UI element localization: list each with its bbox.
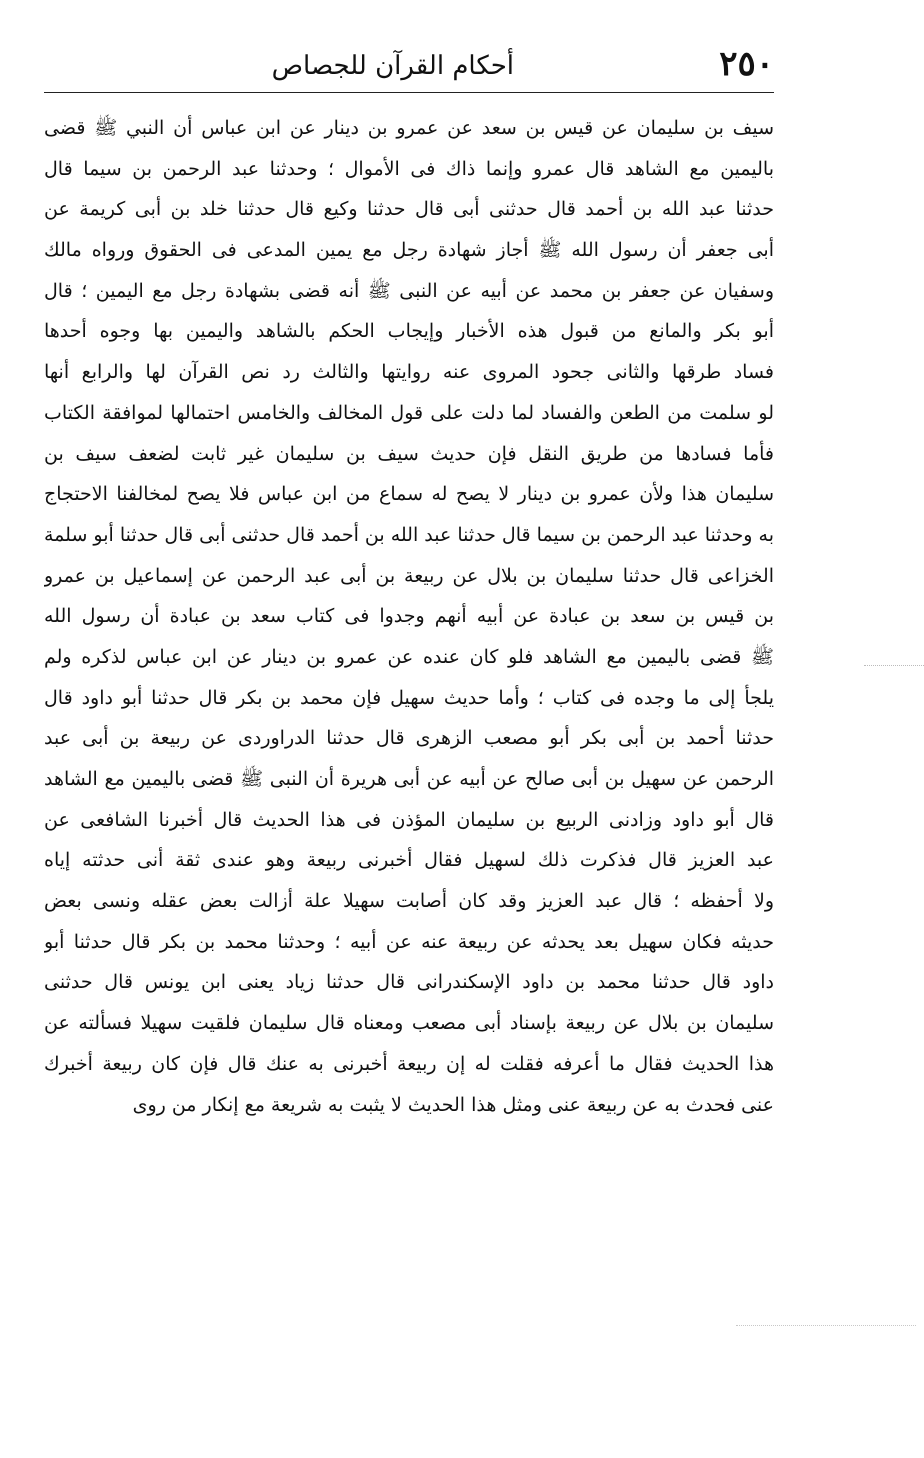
text-line: سليمان بن بلال عن ربيعة بإسناد أبى مصعب ومعناه قال سليمان فلقيت سهيلا فسألته عن (44, 1012, 774, 1035)
running-title: أحكام القرآن للجصاص (271, 51, 514, 81)
text-line: الرحمن عن سهيل بن أبى صالح عن أبيه عن أبى هريرة أن النبى ﷺ قضى باليمين مع الشاهد (44, 768, 774, 790)
text-line: داود قال حدثنا محمد بن داود الإسكندرانى قال حدثنا زياد يعنى ابن يونس قال حدثنى (44, 971, 774, 994)
text-line: هذا الحديث فقال ما أعرفه فقلت له إن ربيعة أخبرنى به عنك قال فإن كان ربيعة أخبرك (44, 1052, 774, 1075)
body-text (44, 108, 774, 1125)
margin-mark (864, 665, 924, 666)
text-line: حدثنا أحمد بن أبى بكر أبو مصعب الزهرى قال حدثنا الدراوردى عن ربيعة بن أبى عبد (44, 727, 774, 750)
text-line: حدثنا عبد الله بن أحمد قال حدثنى أبى قال حدثنا وكيع قال حدثنا خلد بن أبى كريمة عن (44, 198, 774, 221)
text-line: بن قيس بن سعد بن عبادة عن أبيه أنهم وجدوا فى كتاب سعد بن عبادة أن رسول الله (44, 605, 774, 628)
page-number: ٢٥٠ (719, 44, 774, 84)
text-line: فساد طرقها والثانى جحود المروى عنه روايتها والثالث رد نص القرآن لها والرابع أنها (44, 361, 774, 384)
text-line: فأما فسادها من طريق النقل فإن حديث سيف بن سليمان غير ثابت لضعف سيف بن (44, 442, 774, 465)
text-line: وسفيان عن جعفر بن محمد عن أبيه عن النبى ﷺ أنه قضى بشهادة رجل مع اليمين ؛ قال (44, 279, 774, 302)
text-line: أبى جعفر أن رسول الله ﷺ أجاز شهادة رجل مع يمين المدعى فى الحقوق ورواه مالك (44, 239, 774, 262)
footer-mark (736, 1325, 916, 1326)
text-line: عبد العزيز قال فذكرت ذلك لسهيل فقال أخبرنى ربيعة وهو عندى ثقة أنى حدثته إياه (44, 849, 774, 872)
text-line: يلجأ إلى ما وجده فى كتاب ؛ وأما حديث سهيل فإن محمد بن بكر قال حدثنا أبو داود قال (44, 686, 774, 709)
text-line: لو سلمت من الطعن والفساد لما دلت على قول المخالف والخامس احتمالها لموافقة الكتاب (44, 401, 774, 424)
text-line: به وحدثنا عبد الرحمن بن سيما قال حدثنا عبد الله بن أحمد قال حدثنى أبى قال حدثنا أبو سلمة (44, 523, 774, 546)
text-line: أبو بكر والمانع من قبول هذه الأخبار وإيجاب الحكم بالشاهد واليمين بها وجوه أحدها (44, 320, 774, 343)
text-line: حديثه فكان سهيل بعد يحدثه عن ربيعة عنه عن أبيه ؛ وحدثنا محمد بن بكر قال حدثنا أبو (44, 930, 774, 953)
text-line: ولا أحفظه ؛ قال عبد العزيز وقد كان أصابت سهيلا علة أزالت بعض عقله ونسى بعض (44, 890, 774, 913)
text-line: قال أبو داود وزادنى الربيع بن سليمان المؤذن فى هذا الحديث قال أخبرنا الشافعى عن (44, 808, 774, 831)
page-header (44, 40, 774, 90)
text-line: باليمين مع الشاهد قال عمرو وإنما ذاك فى الأموال ؛ وحدثنا عبد الرحمن بن سيما قال (44, 157, 774, 180)
text-line: الخزاعى قال حدثنا سليمان بن بلال عن ربيعة بن أبى عبد الرحمن عن إسماعيل بن عمرو (44, 564, 774, 587)
text-line: عنى فحدث به عن ربيعة عنى ومثل هذا الحديث لا يثبت به شريعة مع إنكار من روى (132, 1093, 774, 1116)
text-line: سليمان هذا ولأن عمرو بن دينار لا يصح له سماع من ابن عباس فلا يصح لمخالفنا الاحتجاج (44, 483, 774, 506)
text-line: سيف بن سليمان عن قيس بن سعد عن عمرو بن دينار عن ابن عباس أن النبي ﷺ قضى (44, 117, 774, 139)
header-divider (44, 92, 774, 93)
text-line: ﷺ قضى باليمين مع الشاهد فلو كان عنده عن عمرو بن دينار عن ابن عباس لذكره ولم (44, 645, 774, 668)
